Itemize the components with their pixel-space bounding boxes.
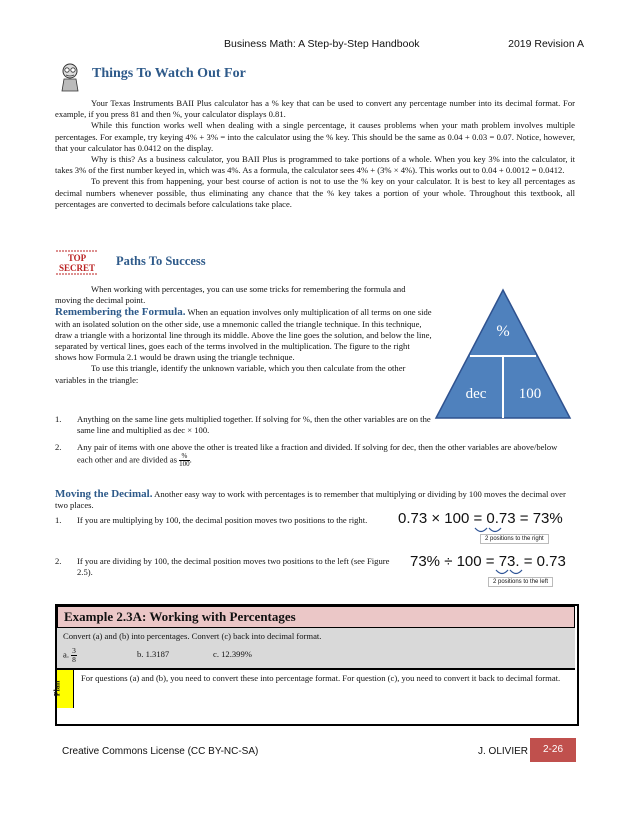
moving-subhead: Moving the Decimal. [55,488,153,500]
watch-paragraph: To prevent this from happening, your best course of action is not to use the % key on your calculator. It is best to key all percentages as decimal numbers whenever possible, thus eliminating any chance that the % key takes a portion of your whole. Throughout this textbook, all percentages are converted to decimals before calculations take place. [55,176,575,209]
triangle-bottom-left-label: dec [465,386,487,402]
example-title-bar [57,606,575,629]
list-text: Any pair of items with one above the other is treated like a fraction and divided. If solving for dec, then the other variables are above/below each other and are divided as [77,442,558,465]
moving-paragraph [55,489,575,511]
formula-text: When an equation involves only multiplication of all terms on one side with an isolated solution on the other side, use a mnemonic called the triangle technique. In this technique, draw a triangle with a horizontal line through its middle. Above the line goes the solution, and below the line, separated by vertical lines, goes each of the terms involved in the multiplication. The figure to the right shows how Formula 2.1 would be drawn using the triangle technique. [55,307,432,363]
list-item [55,556,405,580]
decimal-arrows-icon [494,569,528,577]
fraction-denominator: 8 [72,655,76,664]
triangle-bottom-right-label: 100 [518,386,542,402]
example-plan [52,670,575,708]
watch-paragraph: Why is this? As a business calculator, you BAII Plus is programmed to take portions of a whole. When you key 3% into the calculator, it takes 3% of the first number keyed in, which was 4%. As a formula, the calculator sees 4% + (3% × 4%). This works out to 0.04 + 0.0012 = 0.0412. [55,154,575,176]
footer-author: J. OLIVIER [478,746,529,757]
list-text: If you are multiplying by 100, the decimal position moves two positions to the right. [77,515,368,525]
list-item [55,515,395,539]
list-item: 2. Any pair of items with one above the other is treated like a fraction and divided. If solving for dec, then the other variables are above/below each other and are divided as $\frac{\%}{100}$ . [55,442,558,469]
fraction-numerator: 3 [72,646,76,655]
plan-text: For questions (a) and (b), you need to convert these into percentage format. For question (c), you need to convert it back to decimal format. [81,673,561,683]
part-a-label: a. [63,649,69,660]
fraction-numerator: % [179,453,190,461]
list-number: 2. [55,556,62,566]
plan-tab [52,670,74,708]
example-question [57,628,575,670]
watch-heading: Things To Watch Out For [92,66,246,81]
paths-body [55,284,433,386]
triangle-top-label: % [496,323,510,340]
paths-heading: Paths To Success [116,254,206,268]
example-part-b: b. 1.3187 [137,649,170,659]
equation-divide: 73% ÷ 100 = 73. = 0.73 [410,553,566,570]
footer-license: Creative Commons License (CC BY-NC-SA) [62,746,259,757]
watch-body [55,98,575,210]
fraction [71,647,77,664]
list-text: Anything on the same line gets multiplied together. If solving for %, then the other variables are on the same line and multiplied as dec × 100. [77,414,431,436]
list-item [55,414,435,438]
watch-paragraph: Your Texas Instruments BAII Plus calculator has a % key that can be used to convert any percentage number into its decimal format. For example, if you press 81 and then %, your calculator displays 0.81. [55,98,575,120]
equation-multiply: 0.73 × 100 = 0.73 = 73% [398,510,563,527]
triangle-use-text: To use this triangle, identify the unknown variable, which you then calculate from the other variables in the triangle: [55,363,406,385]
moving-text: Another easy way to work with percentages is to remember that multiplying or dividing by 100 moves the decimal over two places. [55,489,566,511]
svg-text:SECRET: SECRET [58,263,96,273]
example-box [52,604,579,726]
top-secret-stamp-icon [56,250,98,276]
example-title: Example 2.3A: Working with Percentages [64,609,296,624]
plan-label: Plan [52,680,62,697]
header-revision: 2019 Revision A [508,38,584,50]
fraction-denominator: 100 [179,460,190,469]
header-title: Business Math: A Step-by-Step Handbook [224,38,420,50]
footer-page-number: 2-26 [530,738,576,762]
equation-note: 2 positions to the right [480,534,549,544]
equation-note: 2 positions to the left [488,577,553,587]
example-question-text: Convert (a) and (b) into percentages. Convert (c) back into decimal format. [63,631,322,641]
paths-intro: When working with percentages, you can use some tricks for remembering the formula and moving the decimal point. [55,284,406,306]
list-text: If you are dividing by 100, the decimal position moves two positions to the left (see Figure 2.5). [77,556,390,578]
watch-paragraph: While this function works well when dealing with a single percentage, it causes problems when your math problem involves multiple percentages. For example, try keying 4% + 3% = into the calculator using the % key. This should be the same as 0.04 + 0.03 = 0.07. Notice, however, that your calculator has 0.0412 on the display. [55,120,575,153]
triangle-diagram [434,288,572,420]
example-part-a [63,647,77,664]
list-number: 1. [55,515,62,525]
fraction [179,453,190,468]
formula-subhead: Remembering the Formula. [55,306,186,319]
svg-text:TOP: TOP [67,253,87,263]
list-number: 2. [55,442,62,452]
example-part-c: c. 12.399% [213,649,252,659]
list-number: 1. [55,414,62,424]
mascot-icon [58,62,82,92]
